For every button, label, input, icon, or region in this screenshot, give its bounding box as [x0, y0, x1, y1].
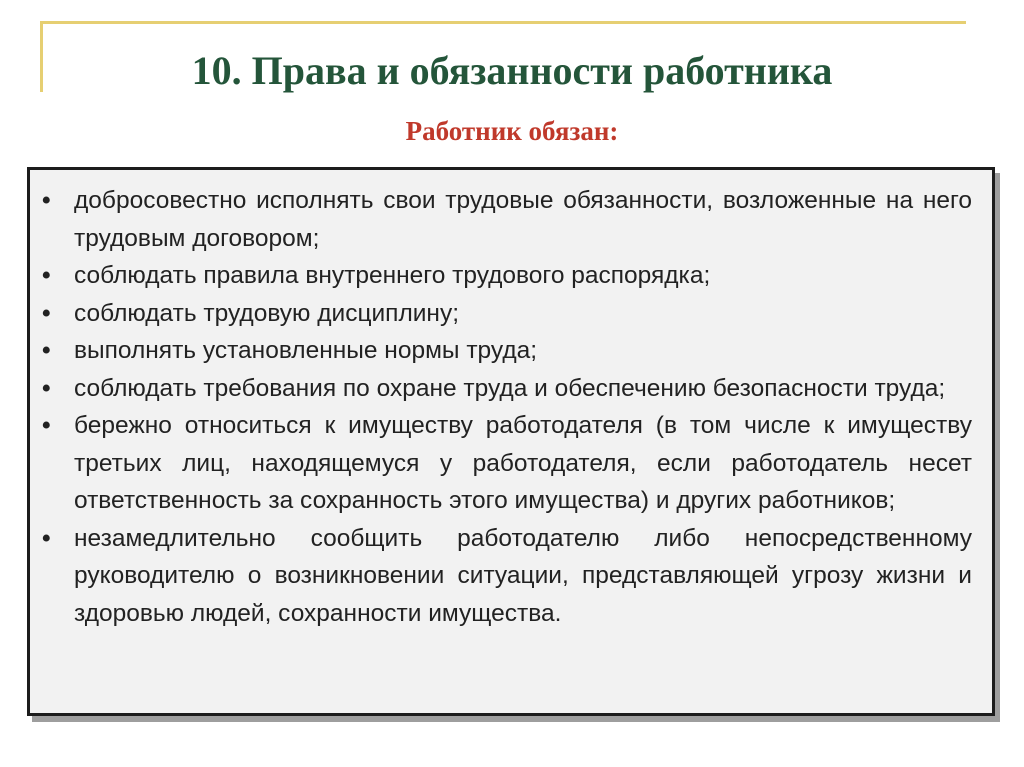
list-item: [42, 257, 972, 295]
duties-list: [30, 170, 992, 632]
slide-subtitle: Работник обязан:: [405, 116, 619, 146]
list-item: [42, 370, 972, 408]
top-accent-line: [40, 21, 966, 24]
list-item-text: добросовестно исполнять свои трудовые обязанности, возложенные на него трудовым договором;: [74, 187, 972, 252]
slide-title: 10. Права и обязанности работника: [191, 48, 833, 93]
bullet-icon: •: [42, 524, 51, 552]
list-item: [42, 407, 972, 520]
bullet-icon: •: [42, 262, 51, 289]
bullet-icon: •: [42, 187, 51, 214]
list-item-text: выполнять установленные нормы труда;: [74, 337, 538, 364]
bullet-icon: •: [42, 299, 51, 327]
list-item-text: соблюдать трудовую дисциплину;: [74, 299, 460, 327]
list-item-text: бережно относиться к имуществу работодателя (в том числе к имуществу третьих лиц, находящемуся у работодателя, если работодатель несет ответственность за сохранность этого имущества) и других работников;: [74, 412, 972, 514]
list-item: [42, 182, 972, 257]
list-item: [42, 332, 972, 370]
duties-box: [27, 167, 995, 716]
list-item: [42, 520, 972, 633]
list-item-text: соблюдать правила внутреннего трудового распорядка;: [74, 262, 711, 289]
bullet-icon: •: [42, 374, 51, 402]
list-item-text: соблюдать требования по охране труда и обеспечению безопасности труда;: [74, 374, 946, 402]
list-item: [42, 295, 972, 333]
bullet-icon: •: [42, 412, 51, 439]
bullet-icon: •: [42, 337, 51, 364]
list-item-text: незамедлительно сообщить работодателю либо непосредственному руководителю о возникновении ситуации, представляющей угрозу жизни и здоровью людей, сохранности имущества.: [74, 524, 972, 627]
